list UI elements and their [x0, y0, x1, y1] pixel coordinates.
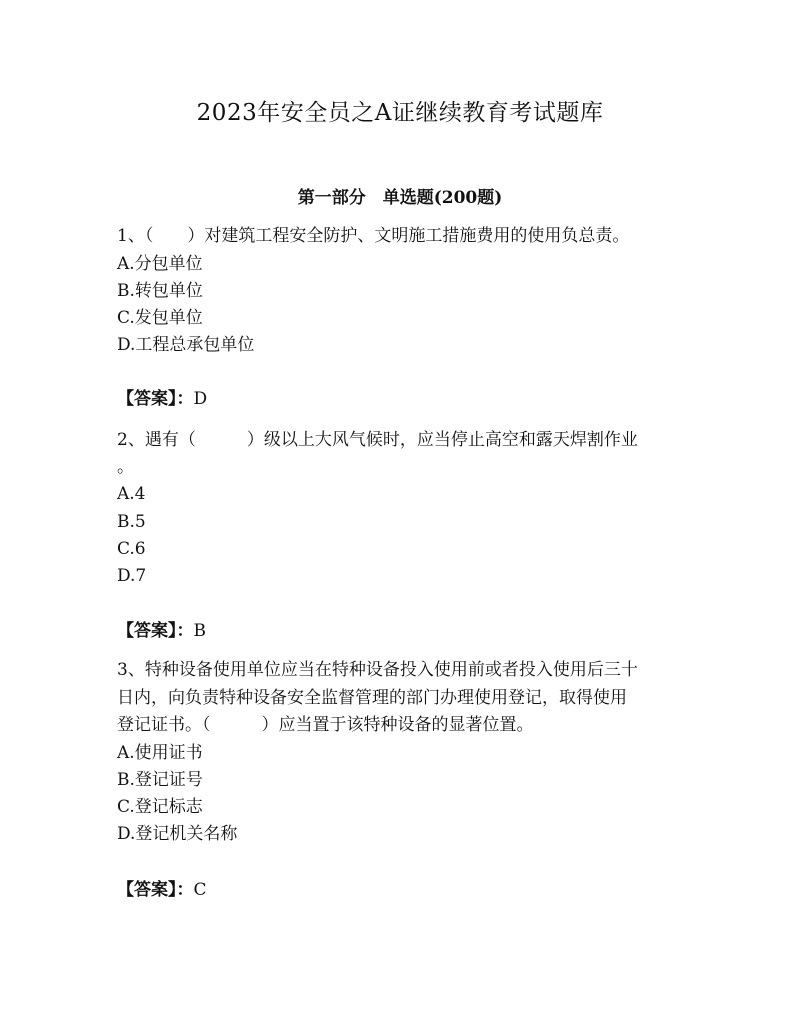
answer-value: D — [193, 389, 208, 409]
section-title: 第一部分 单选题(200题) — [297, 188, 503, 208]
answer-value: B — [193, 621, 206, 641]
option-a: A.使用证书 — [117, 743, 203, 763]
option-b: B.登记证号 — [117, 770, 203, 790]
question-stem: 1、（ ）对建筑工程安全防护、文明施工措施费用的使用负总责。 — [117, 226, 630, 246]
option-c: C.6 — [117, 539, 146, 559]
question-stem-cont: 。 — [117, 457, 134, 477]
answer-line — [117, 387, 207, 411]
question-stem-cont: 日内，向负责特种设备安全监督管理的部门办理使用登记，取得使用 — [117, 688, 627, 708]
answer-label: 【答案】： — [117, 621, 194, 641]
option-d: D.7 — [117, 566, 147, 586]
document-title: 2023年安全员之A证继续教育考试题库 — [196, 100, 604, 126]
option-d: D.登记机关名称 — [117, 824, 238, 844]
question-stem: 3、特种设备使用单位应当在特种设备投入使用前或者投入使用后三十 — [117, 660, 638, 680]
option-c: C.发包单位 — [117, 308, 203, 328]
option-a: A.4 — [117, 484, 146, 504]
option-a: A.分包单位 — [117, 254, 203, 274]
answer-value: C — [193, 880, 207, 900]
option-b: B.5 — [117, 512, 146, 532]
answer-line — [117, 878, 207, 902]
question-stem-cont: 登记证书。（ ）应当置于该特种设备的显著位置。 — [117, 715, 534, 735]
answer-label: 【答案】： — [117, 389, 194, 409]
option-d: D.工程总承包单位 — [117, 335, 255, 355]
option-c: C.登记标志 — [117, 797, 203, 817]
question-stem: 2、遇有（ ）级以上大风气候时，应当停止高空和露天焊割作业 — [117, 430, 638, 450]
option-b: B.转包单位 — [117, 281, 203, 301]
answer-line — [117, 619, 206, 643]
answer-label: 【答案】： — [117, 880, 194, 900]
